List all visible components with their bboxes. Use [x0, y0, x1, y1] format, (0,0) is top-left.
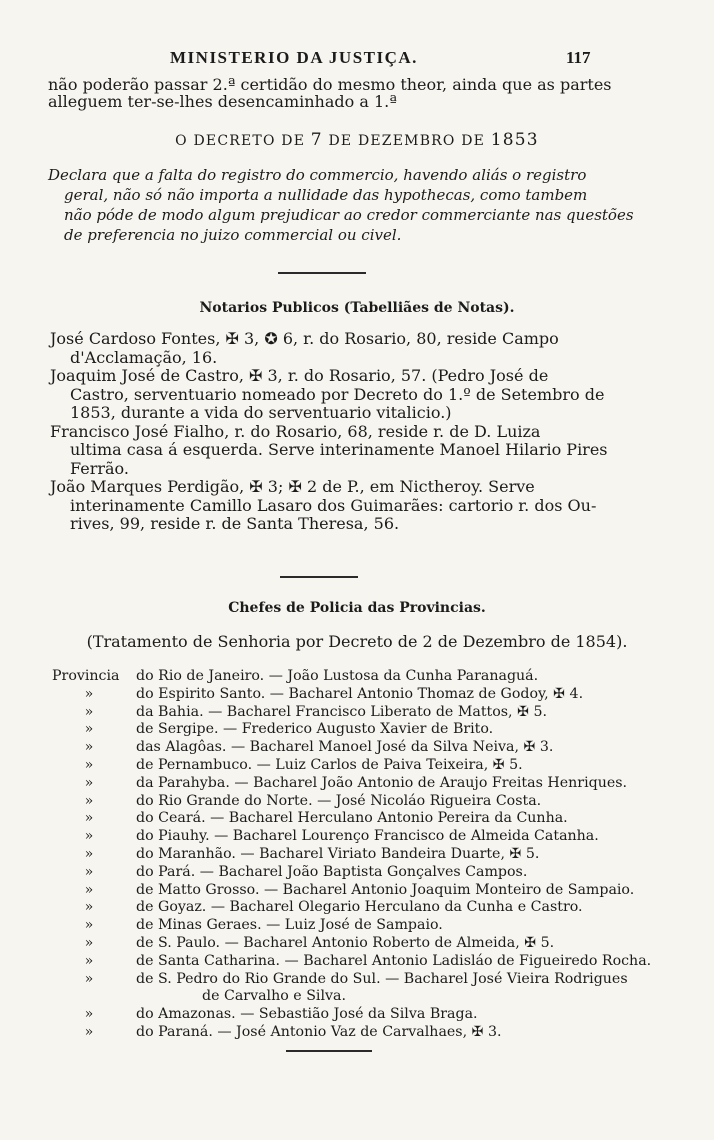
- province-chief-text: do Pará. — Bacharel João Baptista Gonçalves Campos.: [136, 863, 528, 880]
- entry-continuation: 1853, durante a vida do serventuario vitalicio.): [70, 403, 452, 422]
- text-line: geral, não só não importa a nullidade das hypothecas, como tambem: [64, 186, 588, 204]
- ditto-mark: »: [84, 756, 94, 773]
- notario-entry: [50, 423, 670, 479]
- province-row: [52, 828, 652, 846]
- province-row: [52, 757, 652, 775]
- section-divider: [278, 272, 366, 274]
- province-label: Provincia: [52, 668, 120, 684]
- province-chief-text: do Rio de Janeiro. — João Lustosa da Cunha Paranaguá.: [136, 668, 539, 684]
- ditto-mark: »: [84, 810, 94, 827]
- page-number: 117: [566, 48, 591, 67]
- notarios-list: [50, 330, 670, 534]
- decree-summary: [48, 165, 634, 245]
- province-row: [52, 721, 652, 739]
- ditto-mark: »: [84, 899, 94, 916]
- province-row: [52, 810, 652, 828]
- province-row: [52, 953, 652, 971]
- text-line: não póde de modo algum prejudicar ao credor commerciante nas questões: [64, 206, 634, 224]
- ditto-mark: »: [84, 1023, 94, 1040]
- ditto-mark: »: [84, 774, 94, 791]
- decree-heading: [0, 130, 714, 150]
- ditto-mark: »: [84, 970, 94, 987]
- province-row: [52, 686, 652, 704]
- ditto-mark: »: [84, 828, 94, 845]
- entry-continuation: Castro, serventuario nomeado por Decreto do 1.º de Setembro de: [70, 384, 605, 404]
- decree-heading-mid: DE DEZEMBRO DE: [328, 133, 486, 149]
- province-chief-text: do Amazonas. — Sebastião José da Silva Braga.: [136, 1006, 478, 1023]
- text-line: Declara que a falta do registro do commercio, havendo aliás o registro: [48, 166, 587, 184]
- notario-entry: [50, 330, 670, 367]
- entry-first-line: Francisco José Fialho, r. do Rosario, 68, reside r. de D. Luiza: [50, 421, 541, 441]
- province-chief-text: do Ceará. — Bacharel Herculano Antonio Pereira da Cunha.: [136, 810, 568, 827]
- province-row: [52, 668, 652, 686]
- entry-first-line: José Cardoso Fontes, ✠ 3, ✪ 6, r. do Rosario, 80, reside Campo: [50, 329, 559, 348]
- ditto-mark: »: [84, 952, 94, 969]
- text-line: alleguem ter-se-lhes desencaminhado a 1.ª: [48, 92, 397, 111]
- province-chief-text: do Piauhy. — Bacharel Lourenço Francisco de Almeida Catanha.: [136, 828, 599, 845]
- ditto-mark: »: [84, 792, 94, 809]
- ditto-mark: »: [84, 917, 94, 934]
- province-chief-text: de Santa Catharina. — Bacharel Antonio Ladisláo de Figueiredo Rocha.: [136, 952, 652, 969]
- provinces-list: [52, 668, 652, 1042]
- ditto-mark: »: [84, 685, 94, 702]
- province-chief-text: de S. Paulo. — Bacharel Antonio Roberto de Almeida, ✠ 5.: [136, 934, 555, 951]
- ditto-mark: »: [84, 845, 94, 862]
- province-row: [52, 935, 652, 953]
- province-row: [52, 1006, 652, 1024]
- province-row-continuation: de Carvalho e Silva.: [202, 988, 346, 1005]
- province-chief-text: do Espirito Santo. — Bacharel Antonio Thomaz de Godoy, ✠ 4.: [136, 685, 584, 702]
- province-chief-text: de Minas Geraes. — Luiz José de Sampaio.: [136, 917, 443, 934]
- ditto-mark: »: [84, 881, 94, 898]
- province-chief-text: de Goyaz. — Bacharel Olegario Herculano da Cunha e Castro.: [136, 899, 583, 916]
- ditto-mark: »: [84, 934, 94, 951]
- province-chief-text: da Parahyba. — Bacharel João Antonio de Araujo Freitas Henriques.: [136, 774, 628, 791]
- province-row: [52, 1024, 652, 1042]
- ditto-mark: »: [84, 863, 94, 880]
- decree-heading-year: 1853: [490, 130, 539, 150]
- province-chief-text: do Maranhão. — Bacharel Viriato Bandeira Duarte, ✠ 5.: [136, 845, 540, 862]
- province-row: [52, 704, 652, 722]
- entry-first-line: Joaquim José de Castro, ✠ 3, r. do Rosario, 57. (Pedro José de: [50, 366, 549, 385]
- section-divider: [286, 1050, 372, 1052]
- entry-continuation: ultima casa á esquerda. Serve interinamente Manoel Hilario Pires: [70, 440, 608, 459]
- province-row: [52, 846, 652, 864]
- province-row: [52, 899, 652, 917]
- treatment-note: (Tratamento de Senhoria por Decreto de 2 de Dezembro de 1854).: [86, 632, 628, 651]
- running-title: MINISTERIO DA JUSTIÇA.: [170, 48, 418, 67]
- province-chief-text: de S. Pedro do Rio Grande do Sul. — Bacharel José Vieira Rodrigues: [136, 970, 628, 987]
- entry-continuation: interinamente Camillo Lasaro dos Guimarães: cartorio r. dos Ou-: [70, 495, 597, 515]
- ditto-mark: »: [84, 703, 94, 720]
- province-chief-text: de Pernambuco. — Luiz Carlos de Paiva Teixeira, ✠ 5.: [136, 756, 523, 773]
- province-row: [52, 775, 652, 793]
- province-row: [52, 882, 652, 900]
- province-chief-text: da Bahia. — Bacharel Francisco Liberato de Mattos, ✠ 5.: [136, 703, 548, 720]
- province-chief-text: das Alagôas. — Bacharel Manoel José da Silva Neiva, ✠ 3.: [136, 739, 554, 756]
- province-row: [52, 971, 652, 989]
- ditto-mark: »: [84, 721, 94, 738]
- section-divider: [280, 576, 358, 578]
- notario-entry: [50, 367, 670, 423]
- ditto-mark: »: [84, 739, 94, 756]
- page-header: [0, 48, 714, 72]
- province-chief-text: do Paraná. — José Antonio Vaz de Carvalhaes, ✠ 3.: [136, 1023, 502, 1040]
- province-chief-text: do Rio Grande do Norte. — José Nicoláo Rigueira Costa.: [136, 792, 542, 809]
- entry-first-line: João Marques Perdigão, ✠ 3; ✠ 2 de P., em Nictheroy. Serve: [50, 477, 535, 496]
- entry-continuation: Ferrão.: [70, 458, 129, 478]
- notarios-section-title: Notarios Publicos (Tabelliães de Notas).: [199, 300, 515, 316]
- province-row: [52, 739, 652, 757]
- ditto-mark: »: [84, 1006, 94, 1023]
- decree-heading-prefix: O DECRETO DE: [175, 133, 306, 149]
- province-row: [52, 917, 652, 935]
- province-chief-text: de Matto Grosso. — Bacharel Antonio Joaquim Monteiro de Sampaio.: [136, 881, 635, 898]
- decree-heading-day: 7: [310, 130, 323, 150]
- chefes-section-title: Chefes de Policia das Provincias.: [228, 600, 486, 616]
- previous-paragraph-continuation: [48, 76, 628, 110]
- province-chief-text: de Sergipe. — Frederico Augusto Xavier de Brito.: [136, 721, 494, 738]
- province-row: [52, 864, 652, 882]
- entry-continuation: rives, 99, reside r. de Santa Theresa, 56.: [70, 514, 400, 533]
- notario-entry: [50, 478, 670, 534]
- province-row: [52, 793, 652, 811]
- text-line: não poderão passar 2.ª certidão do mesmo theor, ainda que as partes: [48, 75, 612, 94]
- text-line: de preferencia no juizo commercial ou civel.: [64, 226, 402, 244]
- entry-continuation: d'Acclamação, 16.: [70, 347, 218, 367]
